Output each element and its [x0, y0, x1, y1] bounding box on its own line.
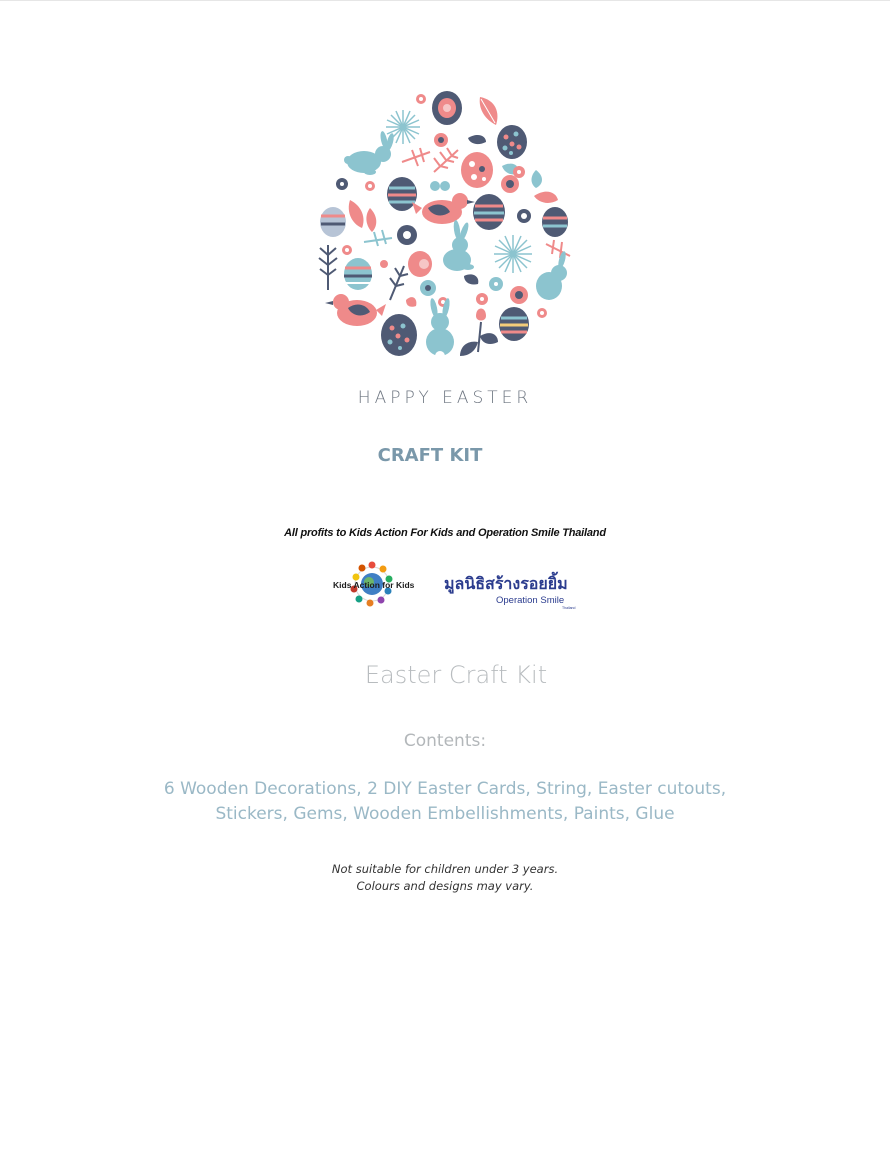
contents-line: 6 Wooden Decorations, 2 DIY Easter Cards, String, Easter cutouts,: [163, 779, 727, 799]
flower-icon: [336, 178, 348, 190]
flower-icon: [342, 245, 352, 255]
product-title: Easter Craft Kit: [364, 661, 548, 689]
craft-kit-subtitle: CRAFT KIT: [377, 445, 483, 466]
flower-icon: [416, 94, 426, 104]
egg-icon: [497, 125, 527, 159]
charity-logos: [320, 558, 590, 614]
contents-list: [120, 777, 770, 827]
operation-smile-country: Thailand: [562, 606, 576, 610]
leaf-icon: [480, 97, 498, 125]
age-warning: Not suitable for children under 3 years.: [331, 862, 559, 876]
bunny-icon: [443, 220, 474, 271]
contents-line: Stickers, Gems, Wooden Embellishments, Paints, Glue: [215, 804, 675, 824]
bird-icon: [412, 193, 475, 224]
egg-icon: [344, 258, 372, 290]
egg-icon: [542, 207, 568, 237]
operation-smile-text: Operation Smile: [496, 595, 565, 606]
egg-icon: [320, 207, 346, 237]
easter-egg-illustration: [300, 80, 590, 370]
safety-disclaimer: [0, 861, 890, 895]
leaf-icon: [534, 192, 558, 203]
flower-icon: [365, 181, 375, 191]
leaf-icon: [468, 135, 486, 144]
leaf-icon: [349, 200, 377, 232]
egg-icon: [381, 314, 417, 356]
operation-smile-logo: [444, 572, 584, 612]
flower-icon: [489, 277, 503, 291]
butterfly-icon: [430, 181, 450, 191]
bunny-icon: [344, 131, 395, 175]
dragonfly-icon: [546, 240, 570, 258]
top-divider: [0, 0, 890, 1]
flower-icon: [501, 175, 519, 193]
bird-icon: [325, 294, 386, 326]
flower-icon: [420, 280, 436, 296]
contents-label: Contents:: [403, 731, 487, 751]
tulip-icon: [460, 309, 498, 357]
sunburst-icon: [494, 235, 532, 273]
flower-icon: [476, 293, 488, 305]
kids-action-logo-text: Kids Action for Kids: [333, 580, 415, 590]
flower-icon: [397, 225, 417, 245]
design-variation-note: Colours and designs may vary.: [356, 879, 534, 893]
leaf-icon: [390, 266, 408, 300]
egg-icon: [408, 251, 432, 277]
bird-icon: [532, 170, 543, 188]
greeting-heading: HAPPY EASTER: [357, 388, 533, 408]
flower-icon: [380, 260, 388, 268]
egg-icon: [432, 91, 462, 125]
dragonfly-icon: [364, 230, 392, 246]
egg-icon: [499, 307, 529, 341]
flower-icon: [434, 133, 448, 147]
flower-icon: [537, 308, 547, 318]
flower-icon: [517, 209, 531, 223]
leaf-icon: [319, 245, 337, 290]
flower-icon: [510, 286, 528, 304]
bunny-icon: [536, 251, 567, 300]
egg-icon: [387, 177, 417, 211]
leaf-icon: [434, 148, 458, 172]
egg-icon: [473, 194, 505, 230]
bunny-icon: [426, 298, 454, 361]
leaf-icon: [464, 274, 478, 284]
leaf-icon: [406, 297, 416, 307]
operation-smile-thai-text: มูลนิธิสร้างรอยยิ้ม: [444, 574, 568, 593]
egg-icon: [461, 152, 493, 188]
charity-note: All profits to Kids Action For Kids and Operation Smile Thailand: [284, 527, 606, 539]
kids-action-for-kids-logo: [326, 560, 415, 610]
flower-icon: [513, 166, 525, 178]
dragonfly-icon: [402, 148, 430, 166]
